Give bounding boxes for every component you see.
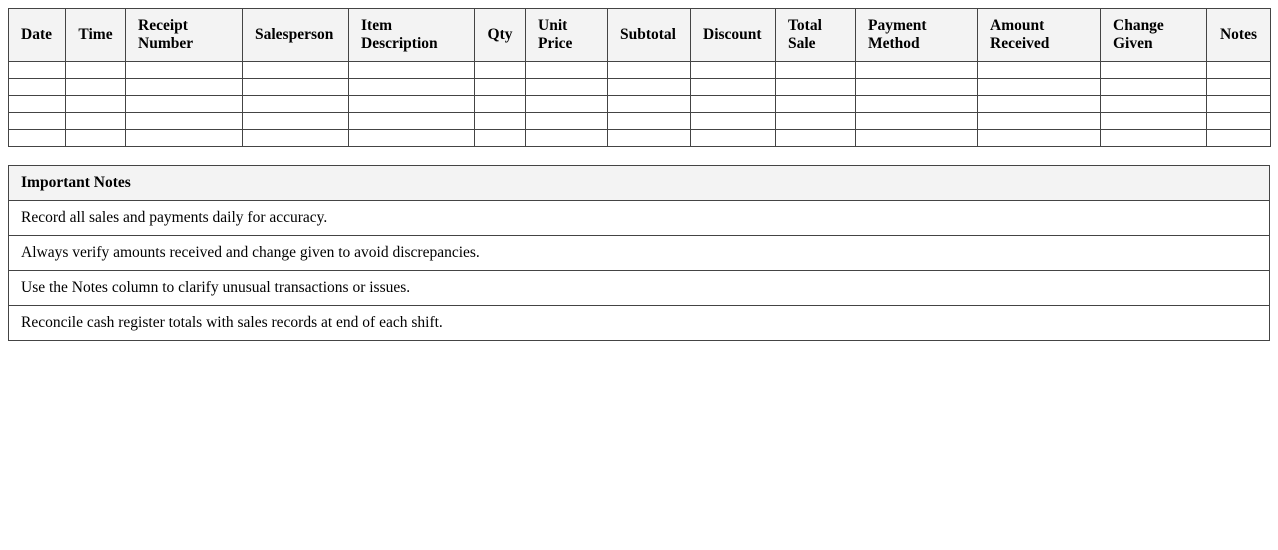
table-cell[interactable] xyxy=(691,79,776,96)
table-row xyxy=(9,79,1271,96)
notes-heading-row xyxy=(9,166,1270,201)
column-header-receipt-number: Receipt Number xyxy=(126,9,243,62)
table-cell[interactable] xyxy=(978,62,1101,79)
table-cell[interactable] xyxy=(243,62,349,79)
table-cell[interactable] xyxy=(526,62,608,79)
table-row xyxy=(9,62,1271,79)
table-cell[interactable] xyxy=(856,130,978,147)
table-cell[interactable] xyxy=(1101,113,1207,130)
sales-log-header xyxy=(9,9,1271,62)
column-header-amount-received: Amount Received xyxy=(978,9,1101,62)
table-row xyxy=(9,130,1271,147)
table-cell[interactable] xyxy=(608,96,691,113)
note-item: Use the Notes column to clarify unusual transactions or issues. xyxy=(9,271,1270,306)
table-cell[interactable] xyxy=(475,96,526,113)
table-cell[interactable] xyxy=(349,96,475,113)
table-cell[interactable] xyxy=(126,130,243,147)
table-cell[interactable] xyxy=(776,96,856,113)
column-header-total-sale: Total Sale xyxy=(776,9,856,62)
table-cell[interactable] xyxy=(9,96,66,113)
note-row xyxy=(9,236,1270,271)
table-cell[interactable] xyxy=(475,62,526,79)
table-cell[interactable] xyxy=(978,96,1101,113)
table-cell[interactable] xyxy=(856,113,978,130)
table-cell[interactable] xyxy=(776,130,856,147)
table-cell[interactable] xyxy=(978,130,1101,147)
note-row xyxy=(9,271,1270,306)
column-header-qty: Qty xyxy=(475,9,526,62)
note-row xyxy=(9,201,1270,236)
table-row xyxy=(9,113,1271,130)
table-cell[interactable] xyxy=(978,113,1101,130)
column-header-subtotal: Subtotal xyxy=(608,9,691,62)
table-cell[interactable] xyxy=(608,113,691,130)
column-header-notes: Notes xyxy=(1207,9,1271,62)
table-cell[interactable] xyxy=(978,79,1101,96)
table-cell[interactable] xyxy=(66,79,126,96)
table-cell[interactable] xyxy=(126,113,243,130)
table-cell[interactable] xyxy=(526,113,608,130)
table-cell[interactable] xyxy=(526,96,608,113)
table-cell[interactable] xyxy=(126,79,243,96)
important-notes-table xyxy=(8,165,1270,341)
column-header-payment-method: Payment Method xyxy=(856,9,978,62)
table-cell[interactable] xyxy=(1101,130,1207,147)
table-cell[interactable] xyxy=(608,79,691,96)
table-cell[interactable] xyxy=(856,96,978,113)
table-cell[interactable] xyxy=(349,62,475,79)
table-cell[interactable] xyxy=(9,79,66,96)
column-header-time: Time xyxy=(66,9,126,62)
table-cell[interactable] xyxy=(691,130,776,147)
table-cell[interactable] xyxy=(9,113,66,130)
table-cell[interactable] xyxy=(608,130,691,147)
table-row xyxy=(9,96,1271,113)
table-cell[interactable] xyxy=(243,96,349,113)
table-cell[interactable] xyxy=(66,113,126,130)
important-notes-heading: Important Notes xyxy=(9,166,1270,201)
table-cell[interactable] xyxy=(475,79,526,96)
table-cell[interactable] xyxy=(1207,62,1271,79)
sales-log-body xyxy=(9,62,1271,147)
column-header-salesperson: Salesperson xyxy=(243,9,349,62)
table-cell[interactable] xyxy=(526,79,608,96)
table-cell[interactable] xyxy=(526,130,608,147)
table-cell[interactable] xyxy=(349,130,475,147)
column-header-unit-price: Unit Price xyxy=(526,9,608,62)
table-cell[interactable] xyxy=(691,62,776,79)
header-row xyxy=(9,9,1271,62)
table-cell[interactable] xyxy=(1207,96,1271,113)
table-cell[interactable] xyxy=(243,130,349,147)
note-item: Record all sales and payments daily for accuracy. xyxy=(9,201,1270,236)
table-cell[interactable] xyxy=(1207,113,1271,130)
table-cell[interactable] xyxy=(776,62,856,79)
table-cell[interactable] xyxy=(1207,130,1271,147)
table-cell[interactable] xyxy=(856,79,978,96)
note-item: Always verify amounts received and change given to avoid discrepancies. xyxy=(9,236,1270,271)
table-cell[interactable] xyxy=(66,130,126,147)
column-header-discount: Discount xyxy=(691,9,776,62)
column-header-date: Date xyxy=(9,9,66,62)
table-cell[interactable] xyxy=(126,96,243,113)
table-cell[interactable] xyxy=(9,62,66,79)
column-header-item-description: Item Description xyxy=(349,9,475,62)
table-cell[interactable] xyxy=(126,62,243,79)
column-header-change-given: Change Given xyxy=(1101,9,1207,62)
table-cell[interactable] xyxy=(243,79,349,96)
table-cell[interactable] xyxy=(9,130,66,147)
table-cell[interactable] xyxy=(349,113,475,130)
table-cell[interactable] xyxy=(475,130,526,147)
note-row xyxy=(9,306,1270,341)
table-cell[interactable] xyxy=(776,113,856,130)
table-cell[interactable] xyxy=(1101,62,1207,79)
table-cell[interactable] xyxy=(856,62,978,79)
table-cell[interactable] xyxy=(1207,79,1271,96)
table-cell[interactable] xyxy=(243,113,349,130)
table-cell[interactable] xyxy=(349,79,475,96)
table-cell[interactable] xyxy=(66,96,126,113)
sales-log-table xyxy=(8,8,1271,147)
table-cell[interactable] xyxy=(691,113,776,130)
table-cell[interactable] xyxy=(691,96,776,113)
table-cell[interactable] xyxy=(1101,79,1207,96)
note-item: Reconcile cash register totals with sales records at end of each shift. xyxy=(9,306,1270,341)
table-cell[interactable] xyxy=(1101,96,1207,113)
table-cell[interactable] xyxy=(776,79,856,96)
table-cell[interactable] xyxy=(475,113,526,130)
table-cell[interactable] xyxy=(608,62,691,79)
table-cell[interactable] xyxy=(66,62,126,79)
